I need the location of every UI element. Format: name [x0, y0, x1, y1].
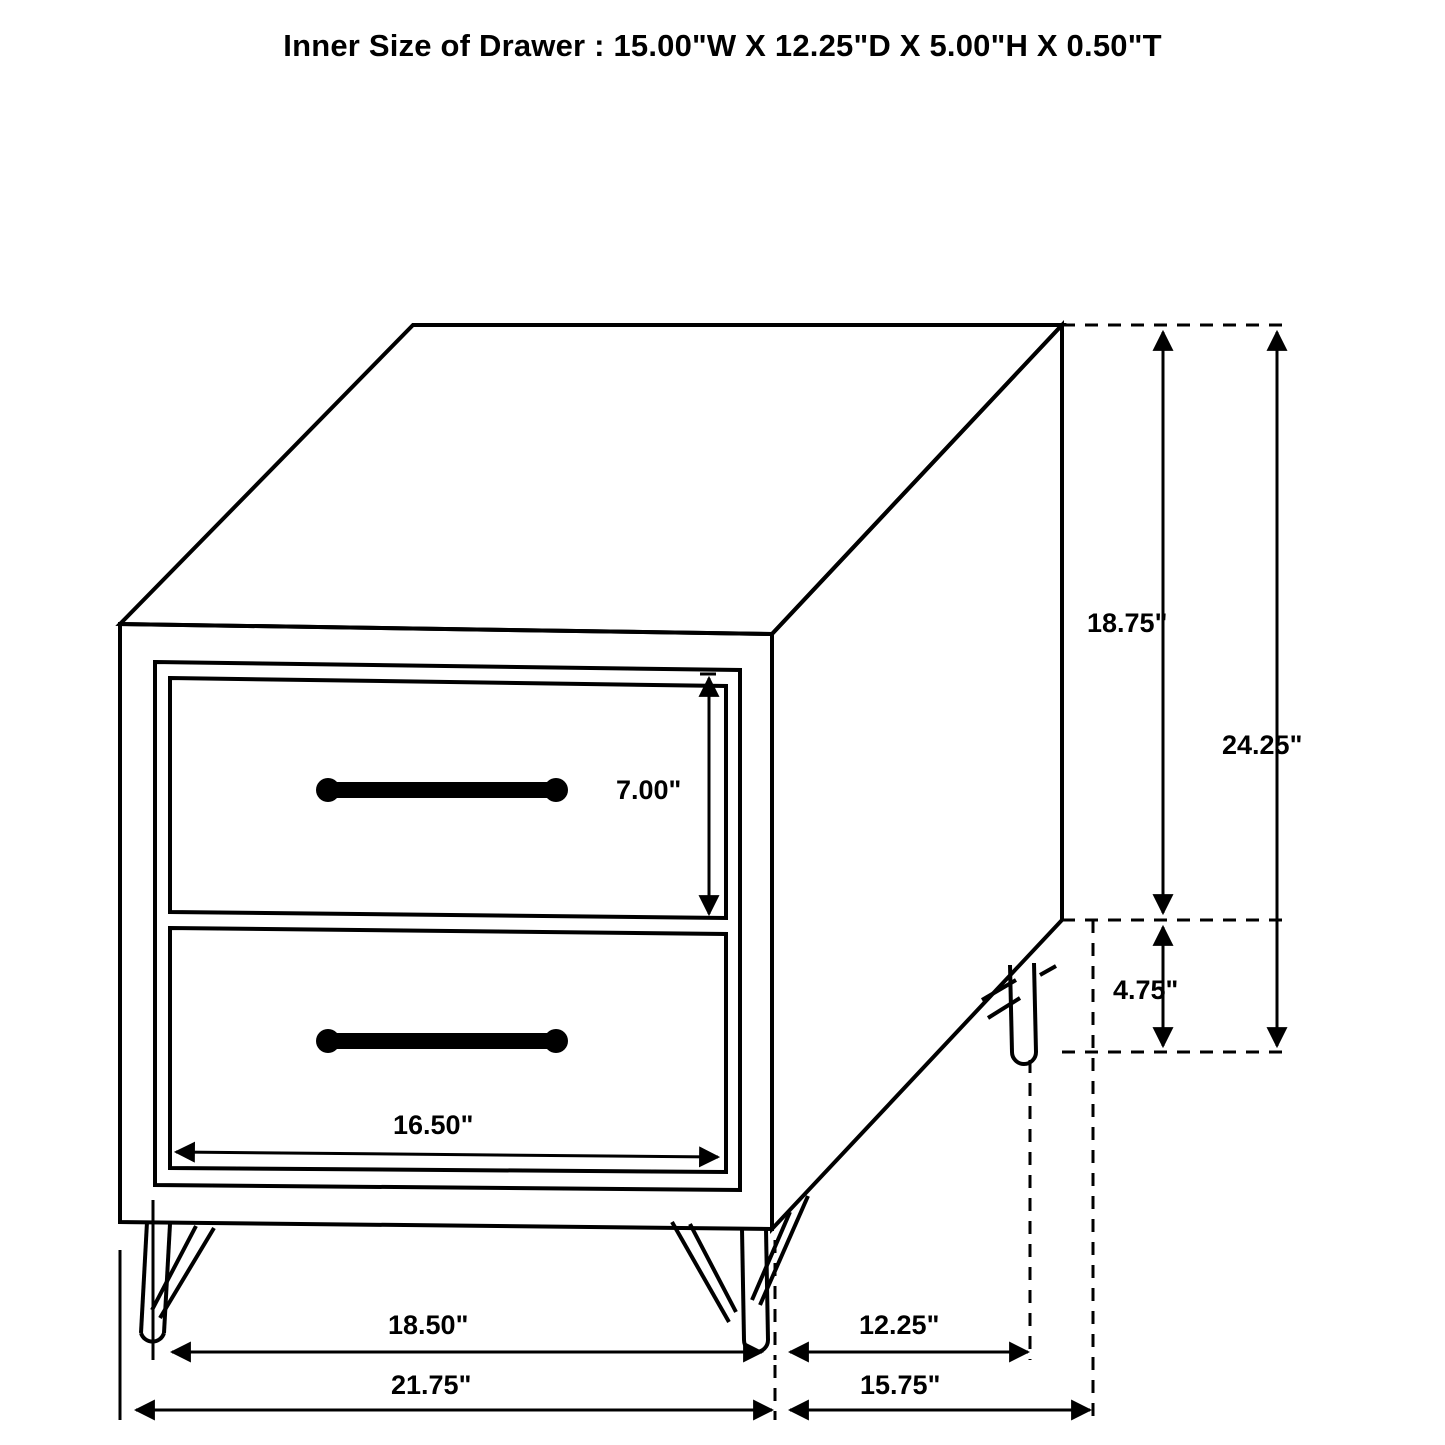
dim-label-24-25: 24.25" [1222, 730, 1303, 760]
dim-label-18-75: 18.75" [1087, 608, 1168, 638]
legs [141, 963, 1056, 1352]
case-outline [120, 325, 1062, 1229]
dimension-lines [120, 325, 1285, 1420]
drawer-bottom-handle [316, 1029, 568, 1053]
dim-line-16-50 [176, 1152, 718, 1157]
page-title: Inner Size of Drawer : 15.00"W X 12.25"D X 5.00"H X 0.50"T [283, 28, 1162, 63]
dim-label-12-25: 12.25" [859, 1310, 940, 1340]
dim-label-7-00: 7.00" [616, 775, 682, 805]
dim-label-15-75: 15.75" [860, 1370, 941, 1400]
drawer-top-handle [316, 778, 568, 802]
dim-label-21-75: 21.75" [391, 1370, 472, 1400]
dim-label-16-50: 16.50" [393, 1110, 474, 1140]
dim-label-4-75: 4.75" [1113, 975, 1179, 1005]
dim-label-18-50: 18.50" [388, 1310, 469, 1340]
